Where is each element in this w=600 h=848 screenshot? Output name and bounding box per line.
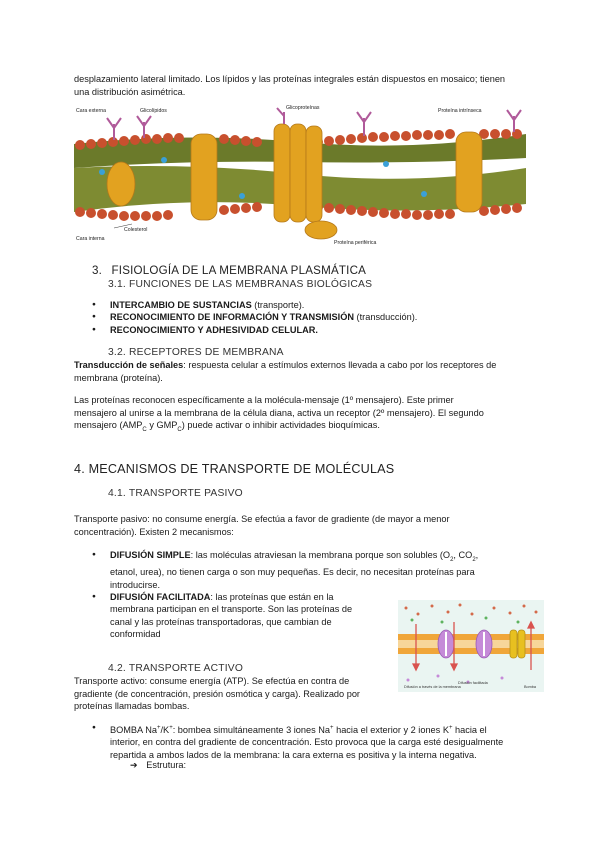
label-proteina-intrinseca: Proteína intrínseca — [438, 108, 482, 114]
label-cara-externa: Cara externa — [76, 108, 106, 114]
text: : no consume energía. Se efectúa a favor de gradiente (de mayor a menor — [147, 514, 450, 524]
intro-line: una distribución asimétrica. — [74, 86, 186, 97]
text: : las moléculas atraviesan la membrana porque son solubles (O — [190, 550, 451, 560]
text: y GMP — [146, 420, 178, 431]
intro-paragraph — [74, 73, 544, 98]
term-bold: Transducción de señales — [74, 360, 184, 370]
section-3-2-heading: 3.2. RECEPTORES DE MEMBRANA — [108, 347, 284, 358]
subscript: C — [142, 427, 147, 434]
pasivo-paragraph — [74, 513, 544, 538]
item-bold: DIFUSIÓN SIMPLE — [110, 550, 191, 560]
text: mensajero al unirse a la membrana de la célula diana, activa un receptor (2º mensajero). El segundo — [74, 407, 484, 418]
text: introducirse. — [110, 579, 161, 590]
superscript: + — [156, 725, 161, 731]
text: etanol, urea), no tienen carga o son muy pequeñas. Es decir, no necesitan proteínas para — [110, 567, 475, 578]
text: repartida a ambos lados de la membrana: la cara externa es positiva y la interna negativa. — [110, 749, 477, 760]
text: , — [475, 550, 479, 560]
label-glicoproteinas: Glicoproteínas — [286, 105, 320, 111]
item-bold: RECONOCIMIENTO DE INFORMACIÓN Y TRANSMISIÓN — [110, 312, 354, 323]
list-item — [92, 549, 547, 591]
text: membrana participan en el transporte. Son las proteínas de — [110, 604, 353, 615]
section-4-heading: 4. MECANISMOS DE TRANSPORTE DE MOLÉCULAS — [74, 462, 395, 476]
list-item — [92, 299, 552, 311]
item-bold: INTERCAMBIO DE SUSTANCIAS — [110, 300, 252, 310]
superscript: + — [169, 725, 173, 731]
label-glicolipidos: Glicolípidos — [140, 108, 167, 114]
transduccion-paragraph — [74, 359, 544, 384]
arrow-icon: ➔ — [130, 760, 138, 770]
functions-list — [92, 299, 552, 336]
item-rest: (transporte). — [251, 300, 305, 310]
item-bold: RECONOCIMIENTO Y ADHESIVIDAD CELULAR. — [110, 324, 318, 335]
intro-line: desplazamiento lateral limitado. Los lípidos y las proteínas integrales están dispuestos en mosaico; tienen — [74, 74, 506, 84]
section-3-1-heading: 3.1. FUNCIONES DE LAS MEMBRANAS BIOLÓGICAS — [108, 279, 373, 290]
heading-number: 3. — [92, 264, 103, 277]
subscript: 2 — [472, 556, 476, 563]
membrane-illustration — [74, 104, 526, 246]
text: : consume energía (ATP). Se efectúa en contra de — [144, 676, 350, 686]
text: hacia el — [452, 725, 487, 736]
list-item — [92, 722, 552, 761]
text: ) puede activar o inhibir actividades bioquímicas. — [181, 420, 380, 431]
text: : respuesta celular a estímulos externos llevada a cabo por los receptores de — [183, 360, 497, 370]
superscript: + — [448, 725, 453, 731]
term: Transporte activo — [74, 676, 145, 686]
heading-text: FISIOLOGÍA DE LA MEMBRANA PLASMÁTICA — [111, 264, 367, 277]
text: Estrutura: — [146, 760, 187, 770]
text: Las proteínas reconocen específicamente a la molécula-mensaje (1º mensajero). Este primer — [74, 395, 454, 405]
transport-figure — [398, 600, 544, 692]
text: interior, en contra del gradiente de concentración. Esto provoca que la carga esté desigualmente — [110, 737, 504, 748]
text: : las proteínas que están en la — [210, 592, 334, 603]
list-item — [92, 591, 390, 641]
text: , CO — [453, 550, 473, 560]
text: concentración). Existen 2 mecanismos: — [74, 526, 234, 537]
text: : bombea simultáneamente 3 iones Na — [172, 725, 331, 736]
transport-illustration — [398, 600, 544, 692]
subscript: C — [177, 427, 182, 434]
mensajero-paragraph — [74, 394, 544, 437]
text: mensajero (AMP — [74, 420, 143, 431]
term: BOMBA Na — [110, 725, 157, 736]
label-cara-interna: Cara interna — [76, 236, 105, 242]
section-4-2-heading: 4.2. TRANSPORTE ACTIVO — [108, 663, 244, 674]
list-item — [92, 324, 552, 336]
text: conformidad — [110, 629, 161, 640]
item-rest: (transducción). — [354, 312, 418, 323]
text: /K — [160, 725, 170, 736]
transport-label-a: Difusión a través de la membrana — [404, 685, 461, 689]
list-item — [92, 311, 552, 323]
text: membrana (proteína). — [74, 372, 163, 383]
activo-paragraph — [74, 675, 394, 713]
text: proteínas llamadas bombas. — [74, 701, 190, 712]
subscript: 2 — [450, 556, 454, 563]
text: canal y las proteínas transportadoras, que cambian de — [110, 616, 332, 627]
item-bold: DIFUSIÓN FACILITADA — [110, 592, 211, 603]
superscript: + — [330, 725, 334, 731]
term: Transporte pasivo — [74, 514, 148, 524]
text: gradiente (de concentración, presión osmótica y carga). Realizado por — [74, 688, 360, 699]
transport-label-c: Bomba — [524, 685, 537, 689]
section-3-heading — [92, 264, 366, 277]
membrane-figure — [74, 104, 526, 246]
label-proteina-periferica: Proteína periférica — [334, 240, 377, 246]
transport-label-b: Difusión facilitada — [458, 681, 488, 685]
text: hacia el exterior y 2 iones K — [333, 725, 449, 736]
activo-list — [92, 722, 552, 761]
label-colesterol: Colesterol — [124, 227, 148, 233]
section-4-1-heading: 4.1. TRANSPORTE PASIVO — [108, 488, 243, 499]
estrutura-line — [130, 759, 186, 772]
